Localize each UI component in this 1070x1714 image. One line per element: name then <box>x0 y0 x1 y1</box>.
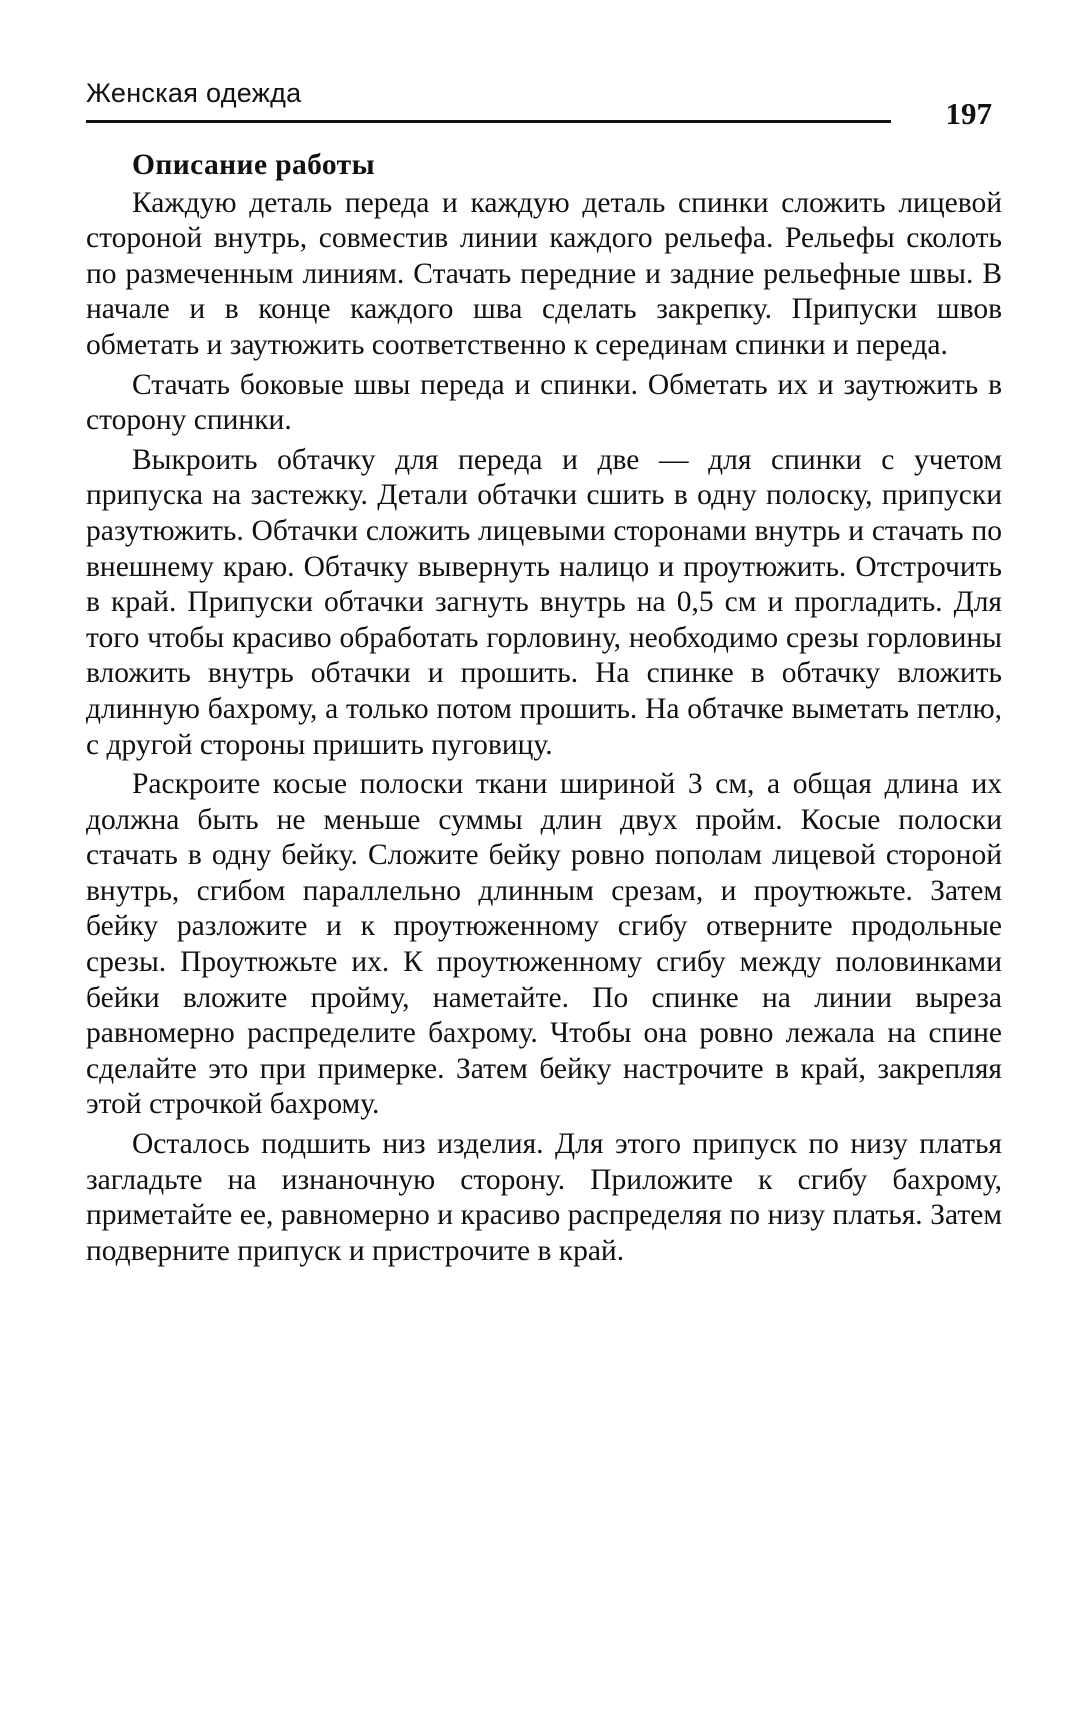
paragraph: Осталось подшить низ изделия. Для этого припуск по низу платья загладьте на изнаночную сторону. Приложите к сгибу бахрому, приметайте ее, равномерно и красиво распределяя по низу платья. Затем подверните припуск и пристрочите в край. <box>86 1128 1002 1267</box>
page-content <box>86 148 1002 1269</box>
header-rule <box>86 120 891 123</box>
book-page <box>86 70 1002 1273</box>
section-heading: Описание работы <box>132 149 376 181</box>
paragraph: Раскроите косые полоски ткани шириной 3 см, а общая длина их должна быть не меньше суммы длин двух пройм. Косые полоски стачать в одну бейку. Сложите бейку ровно пополам лицевой стороной внутрь, сгибом параллельно длинным срезам, и проутюжьте. Затем бейку разложите и к проутюженному сгибу отверните продольные срезы. Проутюжьте их. К проутюженному сгибу между половинками бейки вложите пройму, наметайте. По спинке на линии выреза равномерно распределите бахрому. Чтобы она ровно лежала на спине сделайте это при примерке. Затем бейку настрочите в край, закрепляя этой строчкой бахрому. <box>86 768 1002 1121</box>
paragraph: Выкроить обтачку для переда и две — для спинки с учетом припуска на застежку. Детали обтачки сшить в одну полоску, припуски разутюжить. Обтачки сложить лицевыми сторонами внутрь и стачать по внешнему краю. Обтачку вывернуть налицо и проутюжить. Отстрочить в край. Припуски обтачки загнуть внутрь на 0,5 см и прогладить. Для того чтобы красиво обработать горловину, необходимо срезы горловины вложить внутрь обтачки и прошить. На спинке в обтачку вложить длинную бахрому, а только потом прошить. На обтачке выметать петлю, с другой стороны пришить пуговицу. <box>86 443 1002 761</box>
running-title: Женская одежда <box>86 78 302 108</box>
page-number: 197 <box>945 96 992 131</box>
paragraph: Стачать боковые швы переда и спинки. Обметать их и заутюжить в сторону спинки. <box>86 368 1002 437</box>
paragraph: Каждую деталь переда и каждую деталь спинки сложить лицевой стороной внутрь, совместив линии каждого рельефа. Рельефы сколоть по размеченным линиям. Стачать передние и задние рельефные швы. В начале и в конце каждого шва сделать закрепку. Припуски швов обметать и заутюжить соответственно к серединам спинки и переда. <box>86 186 1002 361</box>
running-header <box>86 70 1002 131</box>
